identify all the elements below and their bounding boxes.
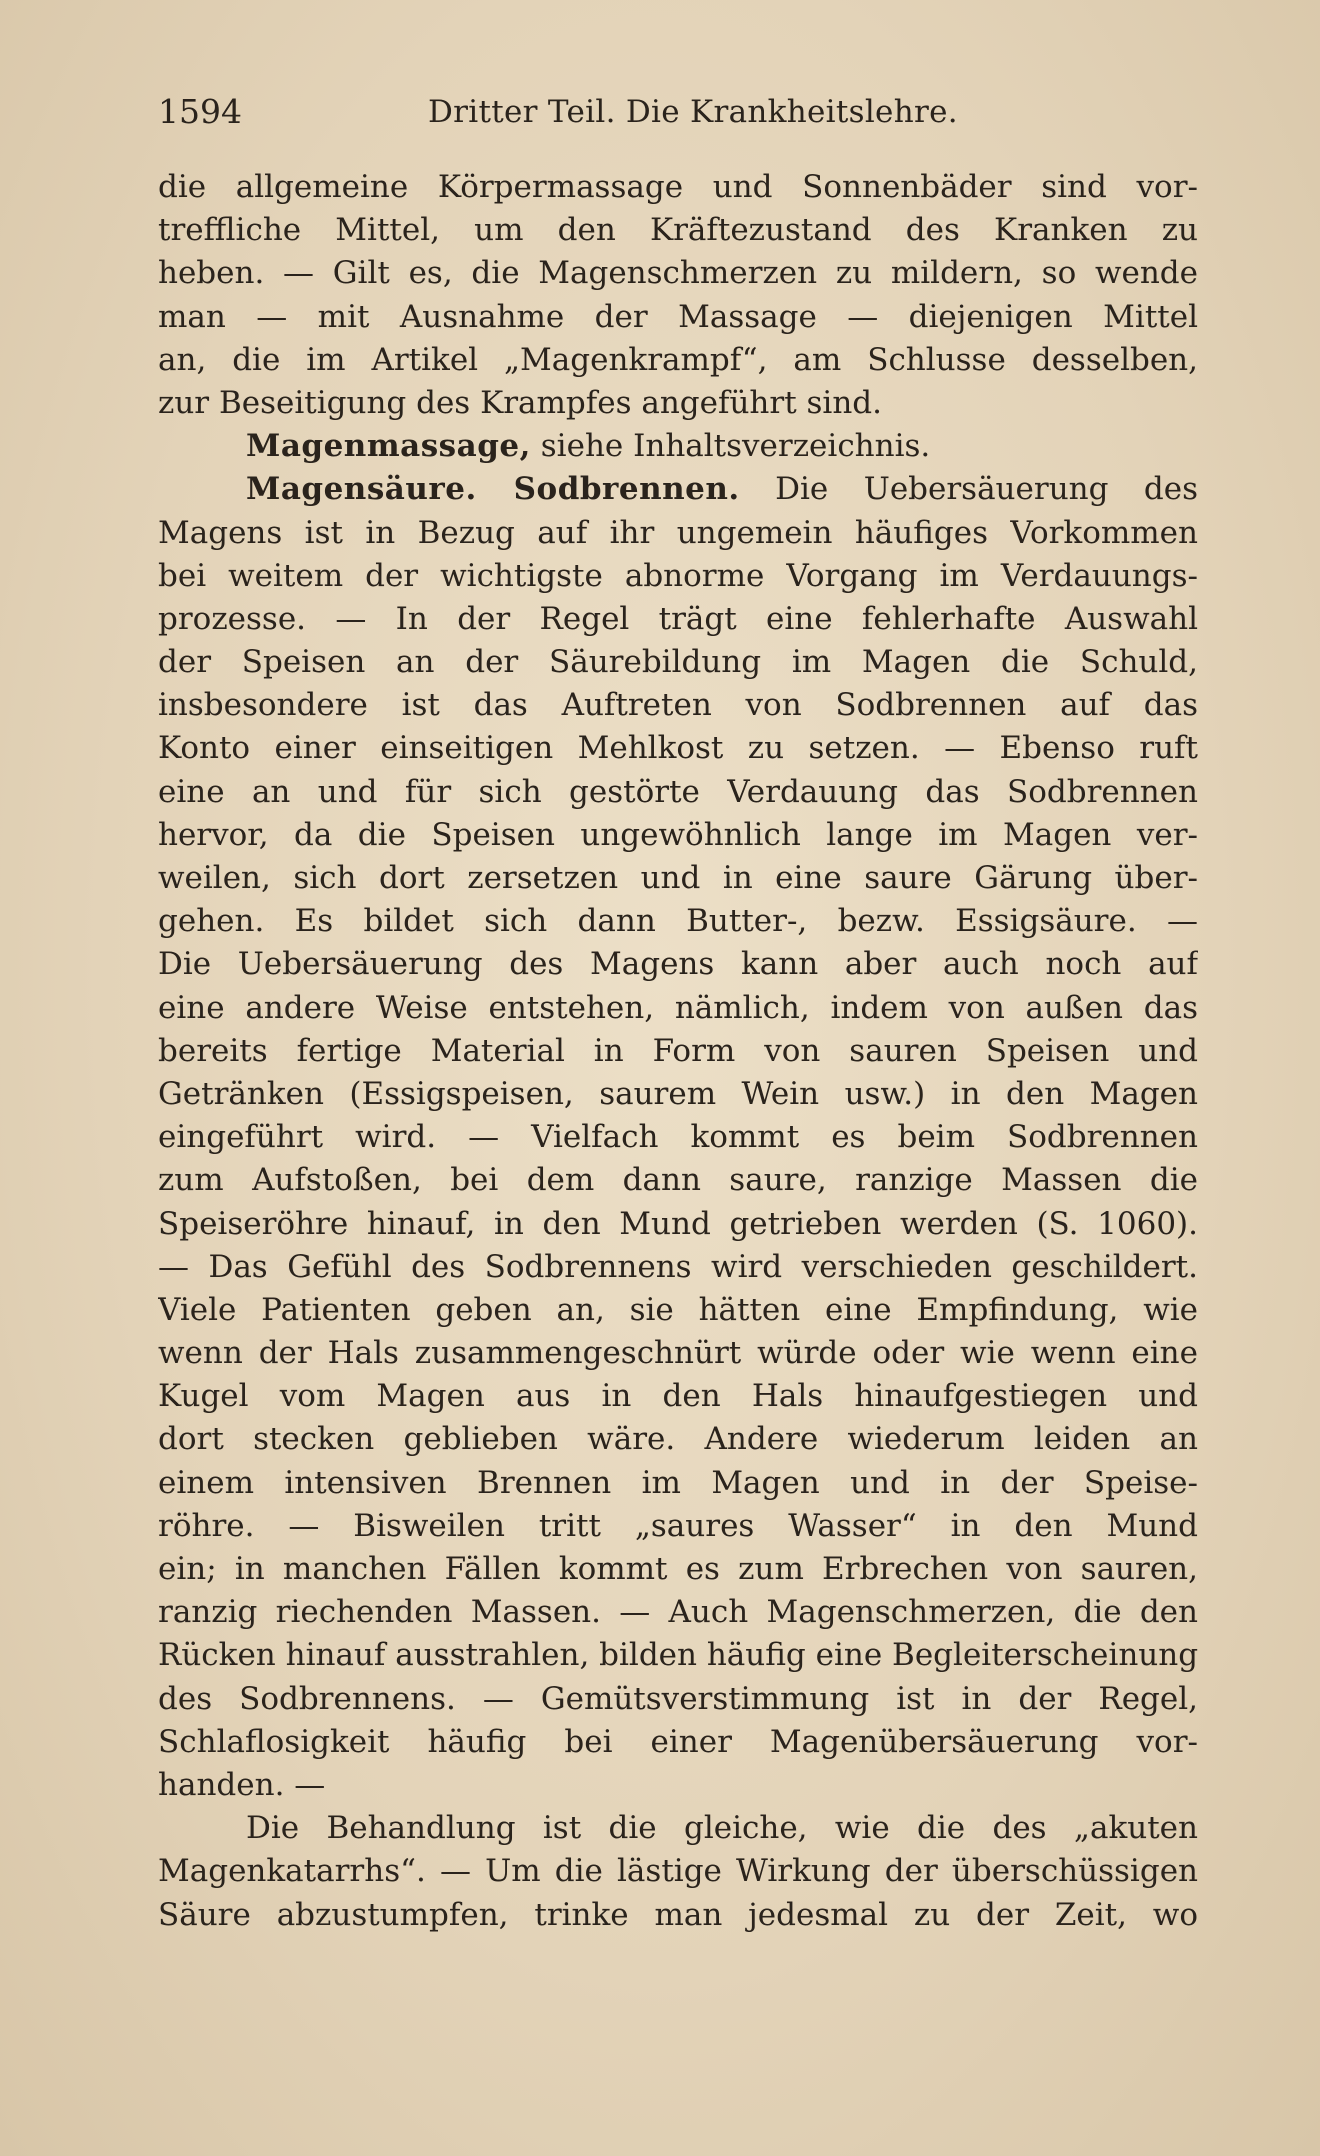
- line-text: Getränken (Essigspeisen, saurem Wein usw.) in den Magen: [158, 1075, 1198, 1112]
- running-head: Dritter Teil. Die Krankheitslehre.: [428, 94, 958, 130]
- text-line: [158, 296, 1198, 339]
- text-line: [158, 1246, 1198, 1289]
- line-text: zur Beseitigung des Krampfes angeführt sind.: [158, 384, 883, 421]
- text-line: [158, 900, 1198, 943]
- text-line: [158, 1159, 1198, 1202]
- text-line: [158, 166, 1198, 209]
- text-line: [158, 1894, 1198, 1937]
- text-line: [158, 598, 1198, 641]
- line-text: ein; in manchen Fällen kommt es zum Erbrechen von sauren,: [158, 1551, 1198, 1587]
- text-line: [158, 555, 1198, 598]
- text-line: [158, 1807, 1198, 1850]
- text-line: [158, 1721, 1198, 1764]
- text-line: [158, 468, 1198, 511]
- text-line: [158, 1418, 1198, 1461]
- line-text: Die Behandlung ist die gleiche, wie die des „akuten: [246, 1810, 1198, 1847]
- line-text: Konto einer einseitigen Mehlkost zu setzen. — Ebenso ruft: [158, 730, 1198, 767]
- line-text: prozesse. — In der Regel trägt eine fehlerhafte Auswahl: [158, 600, 1198, 637]
- text-line: [158, 857, 1198, 900]
- line-text: eine andere Weise entstehen, nämlich, indem von außen das: [158, 989, 1198, 1026]
- line-text: Magens ist in Bezug auf ihr ungemein häufiges Vorkommen: [158, 514, 1198, 551]
- line-text: siehe Inhaltsverzeichnis.: [530, 428, 931, 465]
- text-line: [158, 1505, 1198, 1548]
- line-text: bei weitem der wichtigste abnorme Vorgang im Verdauungs-: [158, 557, 1198, 594]
- text-line: [158, 1203, 1198, 1246]
- line-text: eine an und für sich gestörte Verdauung das Sodbrennen: [158, 773, 1198, 810]
- text-line: [158, 1073, 1198, 1116]
- line-text: Die Uebersäuerung des Magens kann aber auch noch auf: [158, 946, 1198, 983]
- text-line: [158, 1289, 1198, 1332]
- line-text: ranzig riechenden Massen. — Auch Magenschmerzen, die den: [158, 1594, 1198, 1631]
- line-text: Speiseröhre hinauf, in den Mund getrieben werden (S. 1060).: [158, 1205, 1198, 1242]
- line-text: hervor, da die Speisen ungewöhnlich lange im Magen ver-: [158, 816, 1198, 853]
- text-line: [158, 641, 1198, 684]
- text-line: [158, 512, 1198, 555]
- line-text: Viele Patienten geben an, sie hätten eine Empfindung, wie: [158, 1291, 1198, 1328]
- entry-keyword: Magensäure. Sodbrennen.: [246, 471, 740, 508]
- line-text: treffliche Mittel, um den Kräftezustand des Kranken zu: [158, 212, 1198, 249]
- line-text: Die Uebersäuerung des: [739, 471, 1198, 508]
- text-line: [158, 727, 1198, 770]
- line-text: an, die im Artikel „Magenkrampf“, am Schlusse desselben,: [158, 341, 1198, 378]
- text-line: [158, 943, 1198, 986]
- text-line: [158, 1591, 1198, 1634]
- line-text: röhre. — Bisweilen tritt „saures Wasser“ in den Mund: [158, 1507, 1198, 1544]
- text-line: [158, 252, 1198, 295]
- line-text: man — mit Ausnahme der Massage — diejenigen Mittel: [158, 298, 1198, 335]
- text-line: [158, 684, 1198, 727]
- text-line: [158, 425, 1198, 468]
- line-text: insbesondere ist das Auftreten von Sodbrennen auf das: [158, 687, 1198, 724]
- text-line: [158, 1548, 1198, 1591]
- text-line: [158, 771, 1198, 814]
- text-line: [158, 1116, 1198, 1159]
- text-line: [158, 339, 1198, 382]
- text-line: [158, 209, 1198, 252]
- line-text: Rücken hinauf ausstrahlen, bilden häufig eine Begleiterscheinung: [158, 1637, 1198, 1674]
- line-text: die allgemeine Körpermassage und Sonnenbäder sind vor-: [158, 169, 1198, 205]
- text-line: [158, 1764, 1198, 1807]
- line-text: gehen. Es bildet sich dann Butter-, bezw. Essigsäure. —: [158, 903, 1198, 940]
- body-text: [158, 166, 1198, 1937]
- page-number: 1594: [158, 92, 242, 131]
- text-line: [158, 1678, 1198, 1721]
- text-line: [158, 1332, 1198, 1375]
- line-text: einem intensiven Brennen im Magen und in der Speise-: [158, 1464, 1198, 1501]
- page-header: [158, 86, 1198, 136]
- text-line: [158, 1375, 1198, 1418]
- line-text: dort stecken geblieben wäre. Andere wiederum leiden an: [158, 1421, 1198, 1458]
- line-text: eingeführt wird. — Vielfach kommt es beim Sodbrennen: [158, 1119, 1198, 1156]
- line-text: Magenkatarrhs“. — Um die lästige Wirkung der überschüssigen: [158, 1853, 1198, 1890]
- text-line: [158, 382, 1198, 425]
- line-text: bereits fertige Material in Form von sauren Speisen und: [158, 1032, 1198, 1069]
- line-text: des Sodbrennens. — Gemütsverstimmung ist in der Regel,: [158, 1680, 1198, 1717]
- line-text: wenn der Hals zusammengeschnürt würde oder wie wenn eine: [158, 1335, 1198, 1372]
- line-text: handen. —: [158, 1766, 326, 1803]
- text-line: [158, 1850, 1198, 1893]
- text-line: [158, 1462, 1198, 1505]
- text-line: [158, 1030, 1198, 1073]
- line-text: Kugel vom Magen aus in den Hals hinaufgestiegen und: [158, 1378, 1198, 1415]
- line-text: — Das Gefühl des Sodbrennens wird verschieden geschildert.: [158, 1248, 1198, 1285]
- text-line: [158, 987, 1198, 1030]
- line-text: der Speisen an der Säurebildung im Magen die Schuld,: [158, 644, 1198, 681]
- line-text: weilen, sich dort zersetzen und in eine saure Gärung über-: [158, 860, 1198, 896]
- text-line: [158, 1634, 1198, 1677]
- entry-keyword: Magenmassage,: [246, 428, 531, 465]
- line-text: heben. — Gilt es, die Magenschmerzen zu mildern, so wende: [158, 255, 1198, 292]
- line-text: Säure abzustumpfen, trinke man jedesmal zu der Zeit, wo: [158, 1896, 1198, 1933]
- text-line: [158, 814, 1198, 857]
- line-text: zum Aufstoßen, bei dem dann saure, ranzige Massen die: [158, 1162, 1198, 1199]
- line-text: Schlaflosigkeit häufig bei einer Magenübersäuerung vor-: [158, 1723, 1198, 1760]
